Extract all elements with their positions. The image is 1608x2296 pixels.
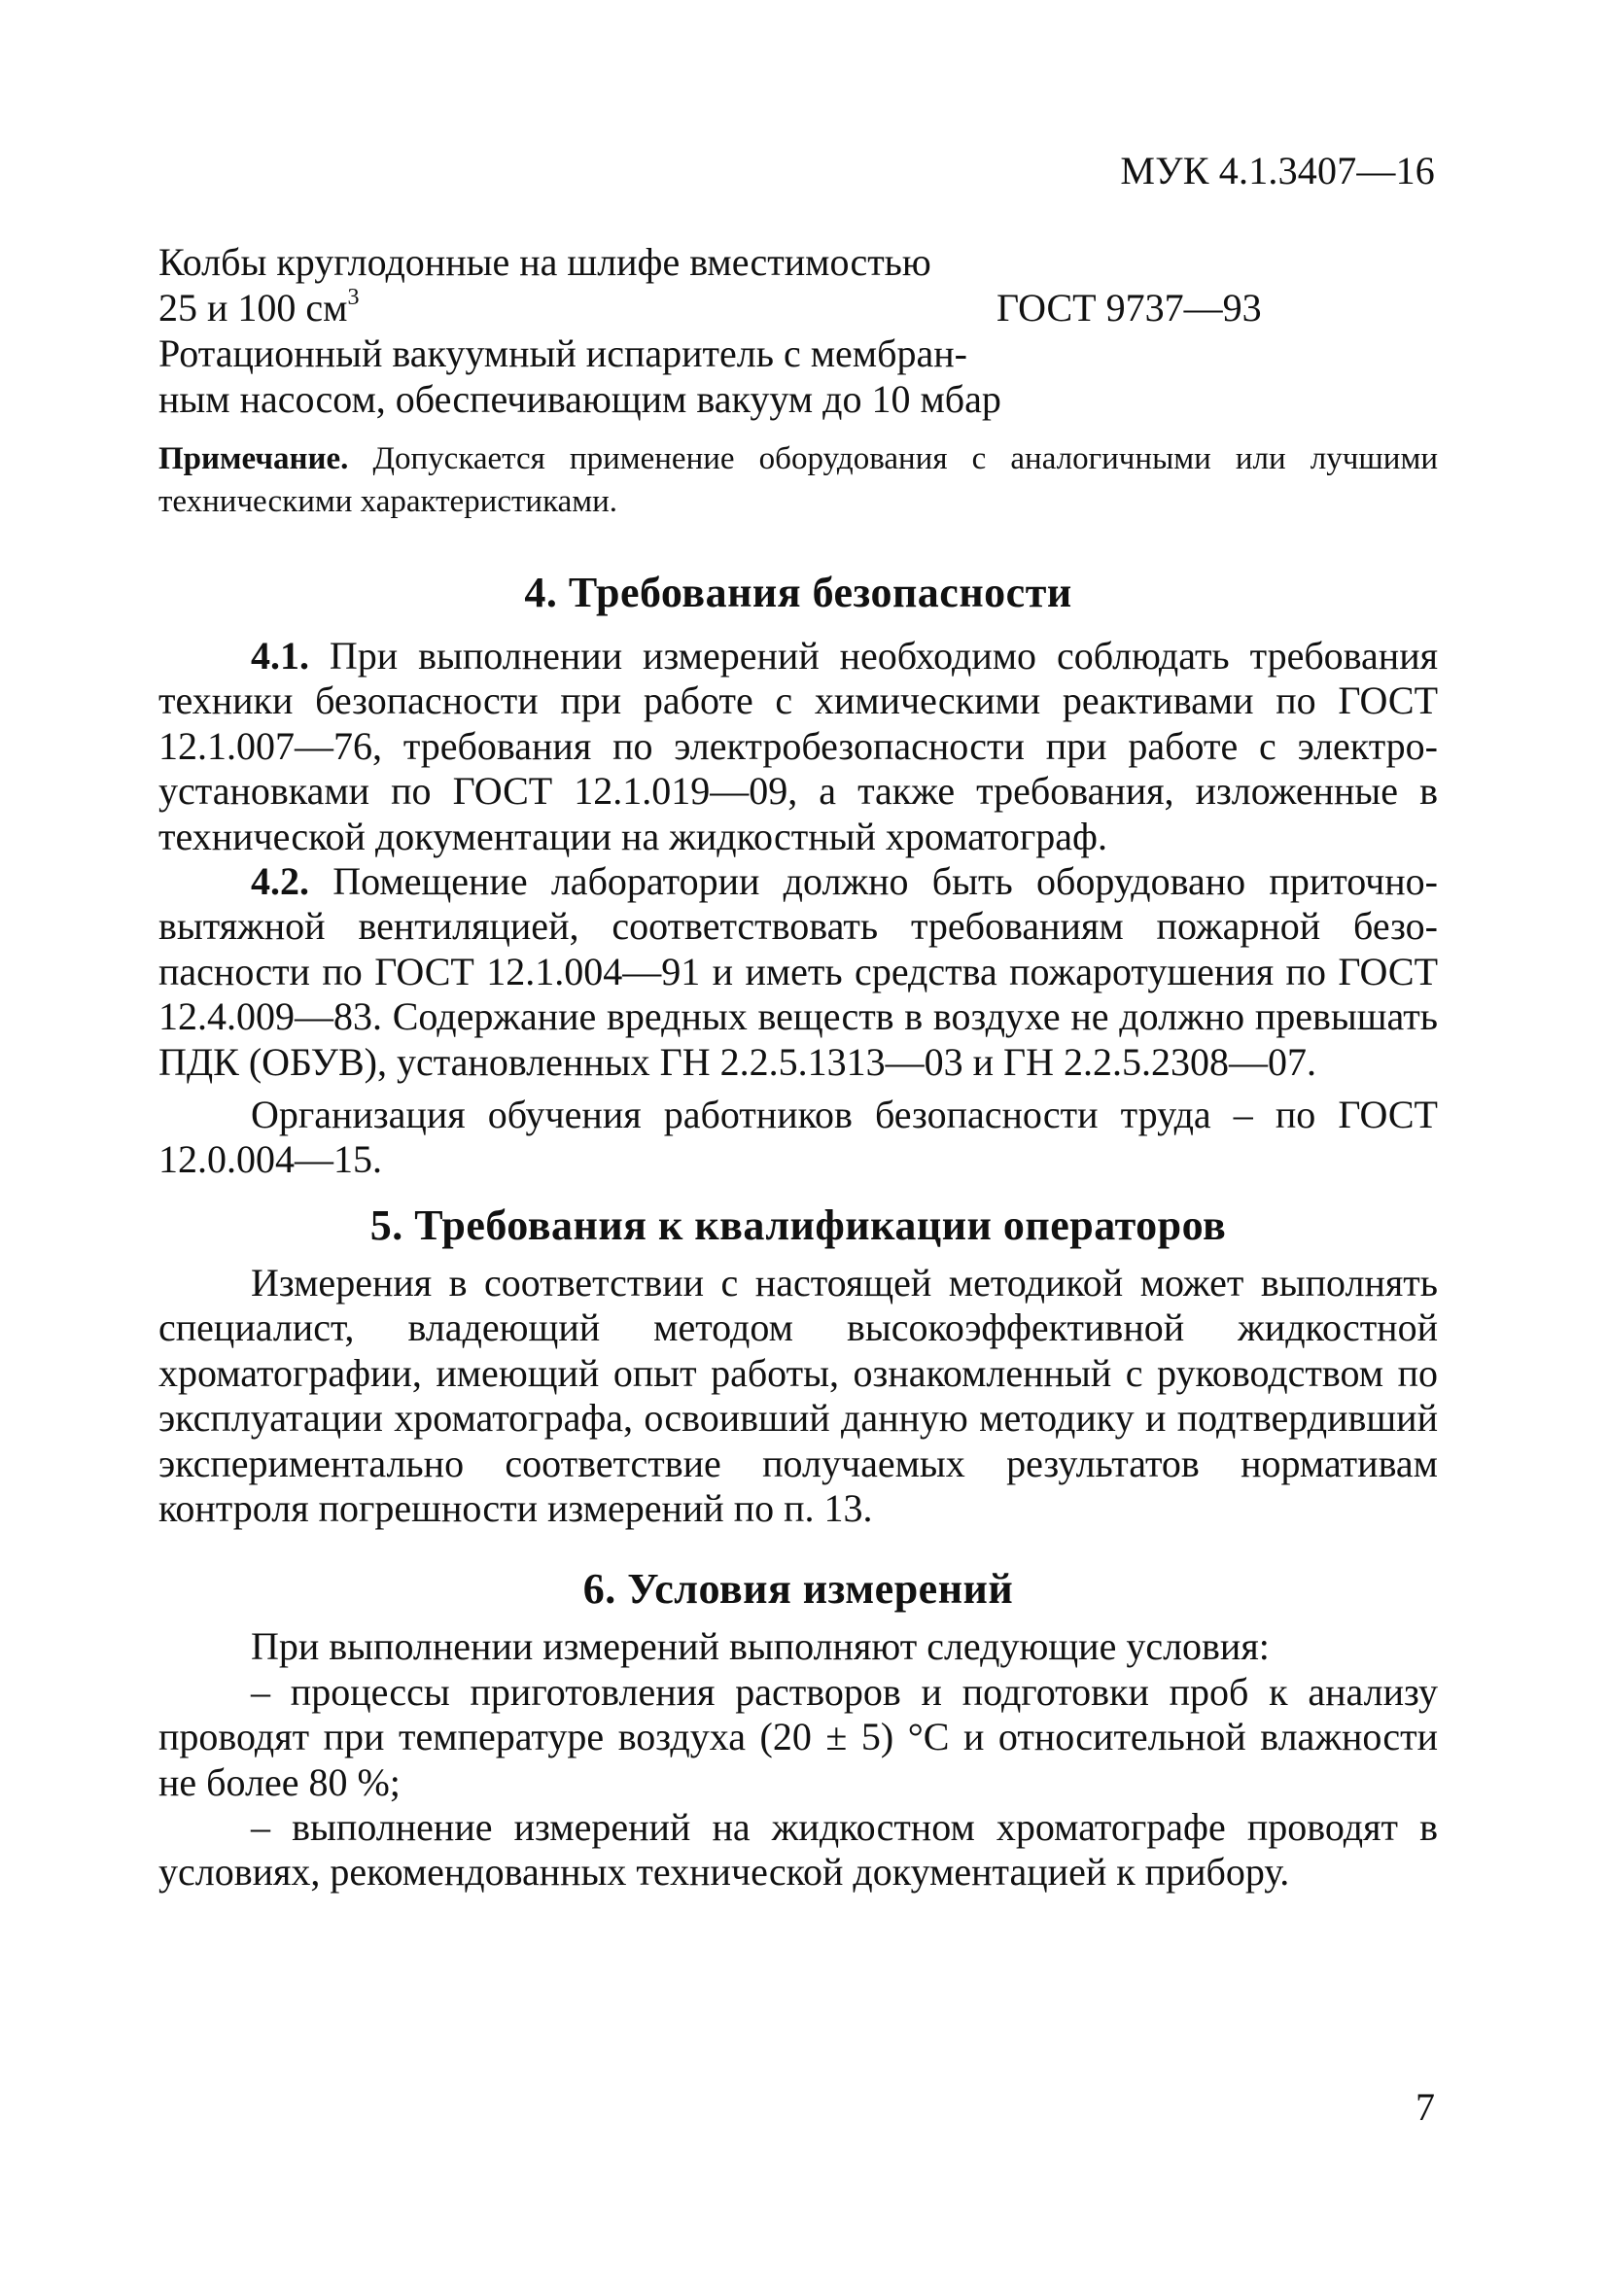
section-5-heading: 5. Требования к квалификации операторов bbox=[369, 1200, 1227, 1249]
equipment-standard: ГОСТ 9737—93 bbox=[996, 286, 1262, 330]
equipment-volume: 25 и 100 см bbox=[158, 286, 348, 330]
paragraph-text: При выполнении измерений необходимо соблюдать требования техники безопасности при работе с химическими реактивами по ГОСТ 12.1.007—76, требования по электробезопасности при работе с электроустановками по ГОСТ 12.1.019—09, а также требования, изложенные в технической документации на жидкостный хроматограф. bbox=[158, 634, 1438, 858]
page-content bbox=[158, 239, 1438, 1896]
paragraph-4-training: Организация обучения работников безопасности труда – по ГОСТ 12.0.004—15. bbox=[158, 1093, 1438, 1182]
cubic-superscript: 3 bbox=[347, 285, 360, 310]
equipment-line-with-standard bbox=[158, 285, 1438, 330]
equipment-line: ным насосом, обеспечивающим вакуум до 10 мбар bbox=[158, 377, 1001, 421]
note-label: Примечание. bbox=[158, 441, 349, 476]
paragraph-6-intro: При выполнении измерений выполняют следующие условия: bbox=[251, 1624, 1270, 1669]
note-text: Допускается применение оборудования с аналогичными или лучшими техническими характеристиками. bbox=[158, 441, 1438, 519]
clause-number: 4.1. bbox=[251, 634, 309, 678]
paragraph-6-condition-2: – выполнение измерений на жидкостном хроматографе проводят в условиях, рекомендованных технической документацией к прибору. bbox=[158, 1804, 1438, 1895]
clause-number: 4.2. bbox=[251, 859, 309, 904]
document-code: МУК 4.1.3407—16 bbox=[1120, 149, 1435, 192]
page-number: 7 bbox=[1416, 2085, 1435, 2129]
note bbox=[158, 437, 1438, 523]
paragraph-4-1 bbox=[158, 634, 1438, 859]
paragraph-6-condition-1: – процессы приготовления растворов и подготовки проб к анализу проводят при температуре воздуха (20 ± 5) °С и относительной влажности не более 80 %; bbox=[158, 1669, 1438, 1804]
section-4-heading: 4. Требования безопасности bbox=[524, 569, 1072, 616]
equipment-list bbox=[158, 239, 1438, 422]
paragraph-text: Помещение лаборатории должно быть оборудовано приточно-вытяжной вентиляцией, соответствовать требованиям пожарной безопасности по ГОСТ 12.1.004—91 и иметь средства пожаротушения по ГОСТ 12.4.009—83. Содержание вредных веществ в воздухе не должно превышать ПДК (ОБУВ), установленных ГН 2.2.5.1313—03 и ГН 2.2.5.2308—07. bbox=[158, 859, 1438, 1084]
equipment-line: Колбы круглодонные на шлифе вместимостью bbox=[158, 240, 931, 284]
paragraph-4-2 bbox=[158, 859, 1438, 1085]
equipment-line: Ротационный вакуумный испаритель с мембран- bbox=[158, 331, 967, 375]
paragraph-5-1: Измерения в соответствии с настоящей методикой может выполнять специалист, владеющий методом высокоэффективной жидкостной хроматографии, имеющий опыт работы, ознакомленный с руководством по эксплуатации хроматографа, освоивший данную методику и подтвердивший экспериментально соответствие получаемых результатов нормативам контроля погрешности измерений по п. 13. bbox=[158, 1260, 1438, 1530]
section-6-heading: 6. Условия измерений bbox=[582, 1565, 1014, 1614]
